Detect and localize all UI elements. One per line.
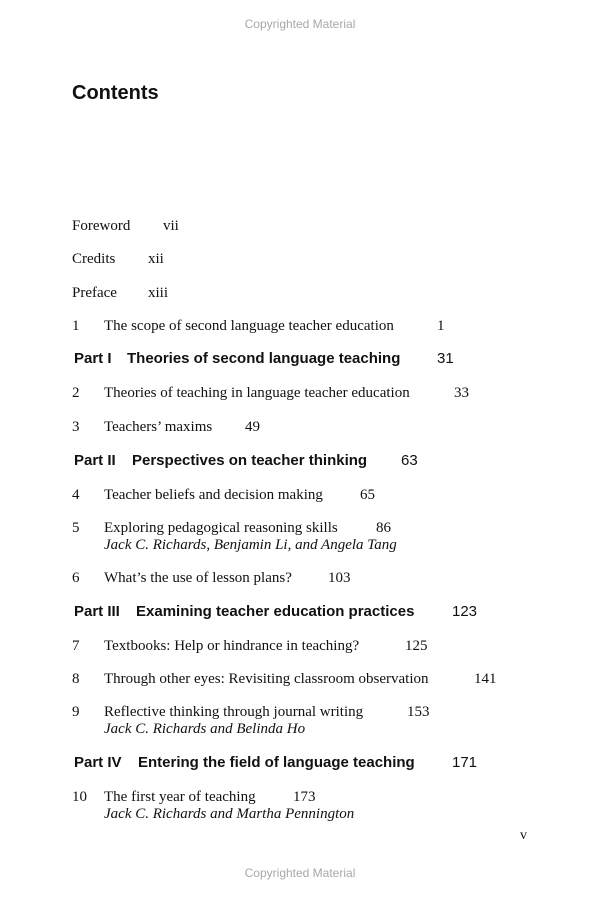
chapter-title: What’s the use of lesson plans? [104, 570, 292, 586]
copyright-watermark-top: Copyrighted Material [244, 17, 356, 31]
chapter-number: 2 [72, 385, 80, 401]
part-title: Examining teacher education practices [136, 603, 415, 620]
chapter-title: Theories of teaching in language teacher education [104, 385, 410, 401]
chapter-number: 3 [72, 419, 80, 435]
chapter-number: 5 [72, 520, 80, 536]
toc-page-number: 63 [401, 452, 418, 469]
toc-page-number: 86 [376, 520, 391, 536]
part-label: Part II [74, 452, 116, 469]
part-label: Part III [74, 603, 120, 620]
chapter-title: Teachers’ maxims [104, 419, 213, 435]
toc-page-number: 65 [360, 487, 375, 503]
chapter-title: Teacher beliefs and decision making [104, 487, 323, 503]
toc-page-number: 31 [437, 350, 454, 367]
chapter-number: 4 [72, 487, 80, 503]
chapter-number: 8 [72, 671, 80, 687]
chapter-number: 7 [72, 638, 80, 654]
toc-page-number: 33 [454, 385, 469, 401]
chapter-authors: Jack C. Richards and Belinda Ho [104, 721, 306, 737]
page-folio: v [520, 828, 527, 843]
chapter-title: Through other eyes: Revisiting classroom observation [104, 671, 429, 687]
chapter-title: The scope of second language teacher education [104, 318, 394, 334]
toc-page-number: 153 [407, 704, 430, 720]
toc-page-number: vii [163, 218, 179, 234]
chapter-title: Exploring pedagogical reasoning skills [104, 520, 338, 536]
chapter-title: Textbooks: Help or hindrance in teaching? [104, 638, 360, 654]
toc-page-number: 123 [452, 603, 478, 620]
part-label: Part I [74, 350, 112, 367]
toc-page-number: 173 [293, 789, 316, 805]
chapter-title: Reflective thinking through journal writing [104, 704, 364, 720]
chapter-authors: Jack C. Richards, Benjamin Li, and Angela Tang [104, 537, 397, 553]
toc-page-number: 49 [245, 419, 260, 435]
chapter-number: 1 [72, 318, 80, 334]
chapter-number: 10 [72, 789, 87, 805]
toc-entry-label: Credits [72, 251, 116, 267]
copyright-watermark-bottom: Copyrighted Material [244, 866, 356, 880]
part-title: Entering the field of language teaching [138, 754, 415, 771]
toc-page-number: 141 [474, 671, 497, 687]
part-title: Perspectives on teacher thinking [132, 452, 368, 469]
toc-page-number: 125 [405, 638, 428, 654]
toc-page-number: 171 [452, 754, 478, 771]
toc-entry-label: Preface [72, 285, 117, 301]
toc-page-number: 103 [328, 570, 351, 586]
chapter-title: The first year of teaching [104, 789, 256, 805]
toc-page-number: xiii [148, 285, 169, 301]
part-label: Part IV [74, 754, 122, 771]
toc-page-number: 1 [437, 318, 445, 334]
part-title: Theories of second language teaching [127, 350, 401, 367]
toc-page-number: xii [148, 251, 164, 267]
chapter-authors: Jack C. Richards and Martha Pennington [104, 806, 355, 822]
chapter-number: 6 [72, 570, 80, 586]
page-title: Contents [72, 82, 159, 104]
chapter-number: 9 [72, 704, 80, 720]
toc-entry-label: Foreword [72, 218, 131, 234]
